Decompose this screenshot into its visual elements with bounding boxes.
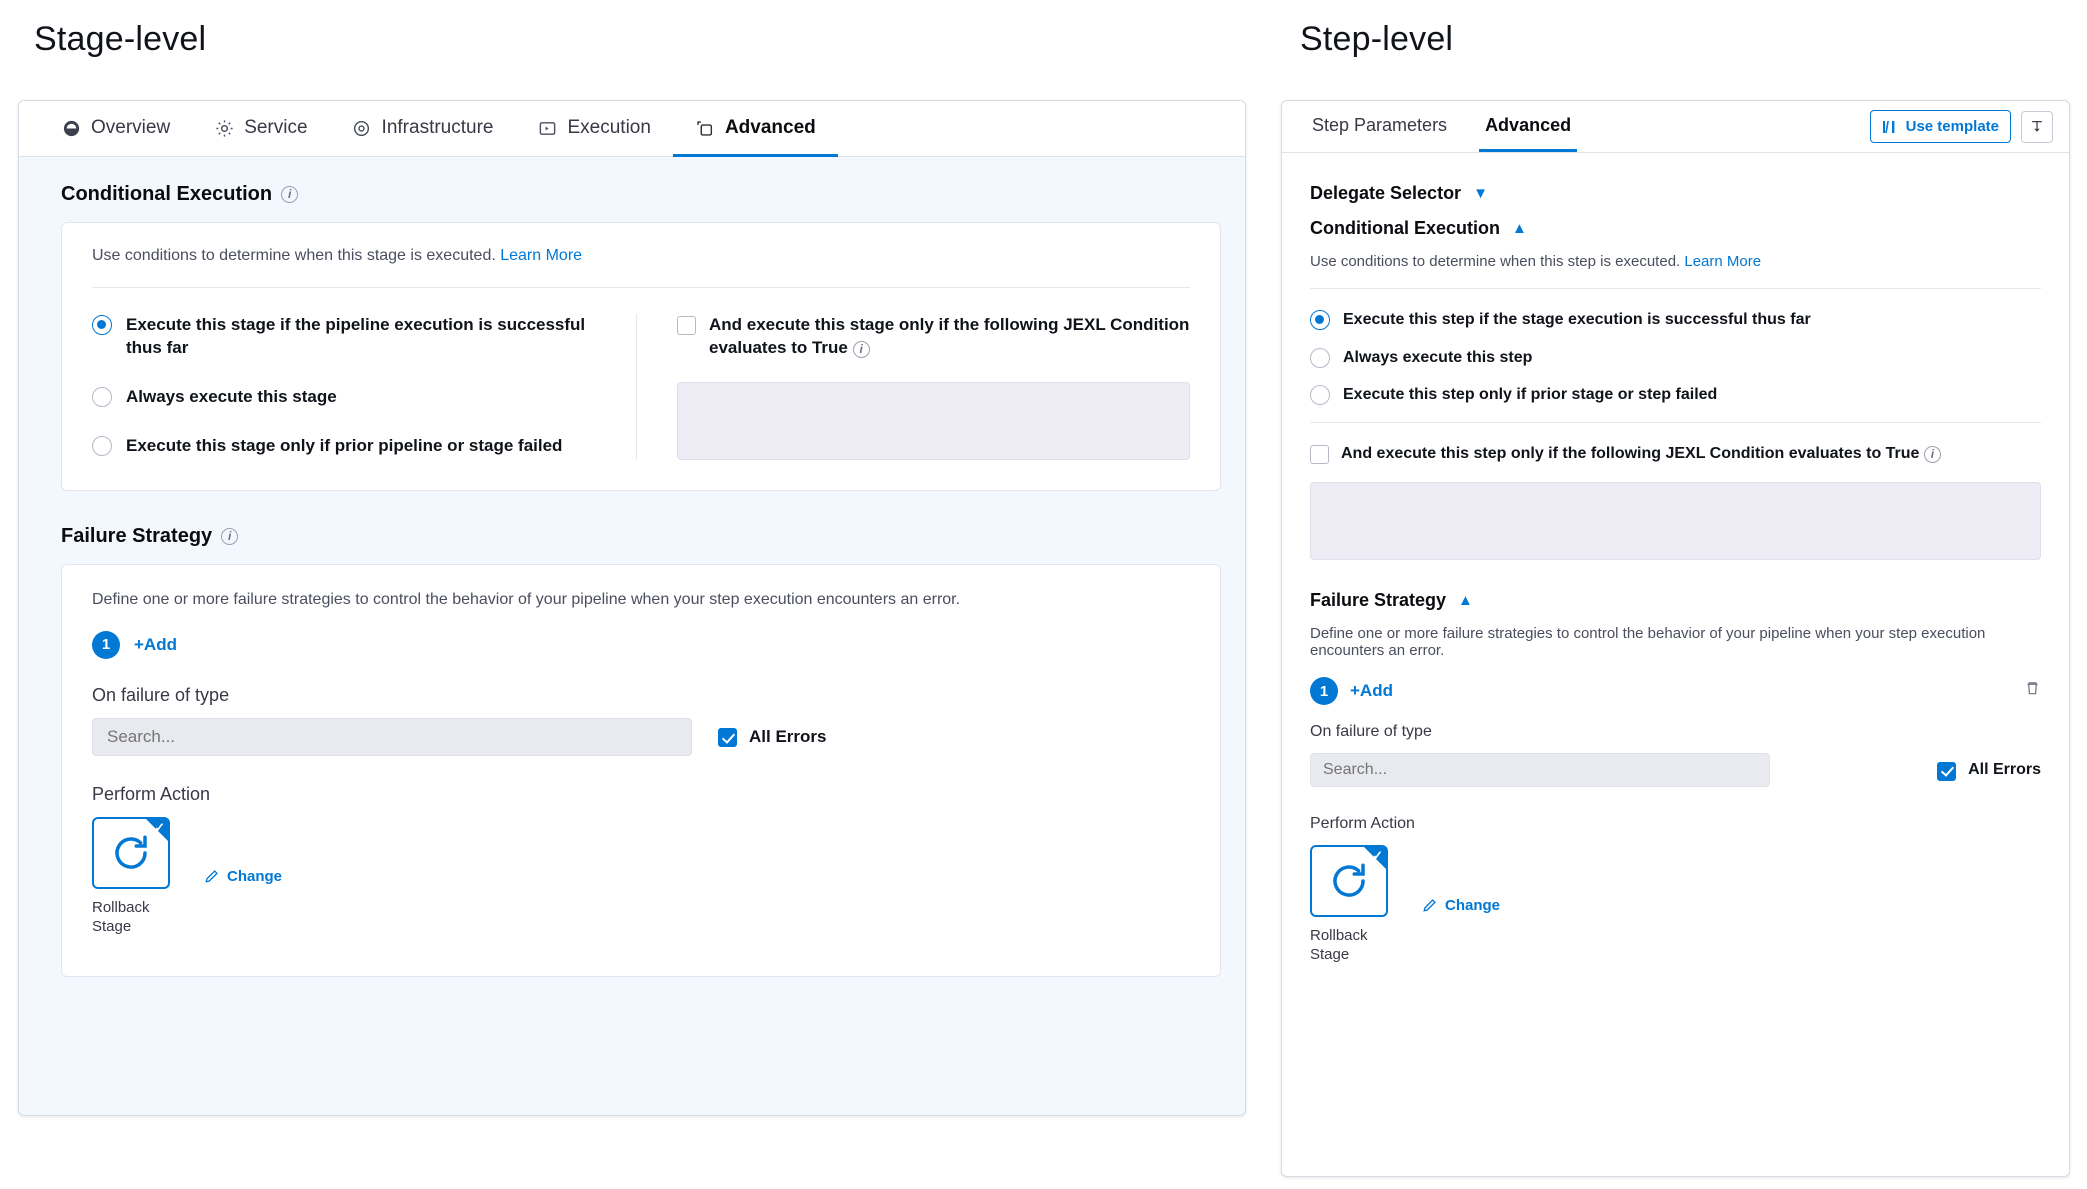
overview-icon (61, 118, 81, 138)
step-advanced-body (1282, 153, 2069, 985)
service-gear-icon (214, 118, 234, 138)
on-failure-of-type-label: On failure of type (92, 684, 230, 705)
step-tabbar (1282, 101, 2069, 153)
stage-tabbar (19, 101, 1245, 157)
info-icon[interactable]: i (1924, 446, 1941, 463)
info-icon[interactable]: i (853, 341, 870, 358)
failure-strategy-index-badge[interactable]: 1 (92, 631, 120, 659)
step-conditional-title: Conditional Execution (1310, 218, 1501, 238)
tab-advanced[interactable] (673, 102, 838, 157)
failure-strategy-title: Failure Strategy i (61, 525, 1221, 548)
tab-overview[interactable] (39, 102, 192, 157)
radio-execute-if-prior-failed[interactable] (92, 435, 616, 458)
tab-step-advanced[interactable]: Advanced (1479, 101, 1577, 152)
jexl-checkbox-label: And execute this stage only if the following JEXL Condition evaluates to True i (709, 315, 1190, 357)
tab-infrastructure-label: Infrastructure (381, 117, 494, 138)
step-conditional-description: Use conditions to determine when this step is executed. Learn More (1310, 253, 1762, 270)
step-perform-action-row (1310, 845, 2041, 965)
trash-icon[interactable] (2024, 680, 2041, 702)
step-failure-type-search-input[interactable] (1310, 753, 1770, 787)
tab-service-label: Service (244, 117, 308, 138)
radio-execute-if-successful[interactable] (92, 314, 616, 360)
radio-label: Execute this stage if the pipeline execution is successful thus far (126, 315, 586, 357)
conditional-learn-more-link[interactable]: Learn More (500, 247, 583, 264)
rollback-stage-action-tile[interactable] (92, 817, 170, 889)
divider (1310, 288, 2041, 289)
radio-indicator[interactable] (1310, 348, 1330, 368)
divider (92, 287, 1190, 288)
conditional-execution-card (61, 222, 1221, 491)
failure-strategy-add-row (92, 631, 1190, 659)
jexl-checkbox[interactable] (677, 316, 696, 335)
advanced-icon (695, 118, 715, 138)
step-all-errors-checkbox[interactable] (1937, 762, 1956, 781)
step-change-action-button[interactable] (1422, 897, 1500, 914)
execution-icon (537, 118, 557, 138)
infrastructure-target-icon (352, 118, 372, 138)
radio-label: Always execute this step (1343, 348, 1533, 366)
step-change-label: Change (1445, 896, 1501, 914)
change-label: Change (227, 868, 283, 886)
step-radio-execute-if-prior-failed[interactable] (1310, 384, 2041, 406)
rollback-stage-caption: Rollback Stage (92, 898, 150, 935)
step-failure-title: Failure Strategy (1310, 590, 1447, 611)
chevron-up-icon[interactable]: ▲ (1458, 592, 1473, 610)
failure-type-search-input[interactable] (92, 718, 692, 756)
tab-step-parameters[interactable]: Step Parameters (1312, 114, 1448, 135)
step-radio-execute-if-successful[interactable] (1310, 309, 2041, 331)
save-as-template-button[interactable] (2021, 111, 2053, 143)
failure-description: Define one or more failure strategies to control the behavior of your pipeline when your step execution encounters an error. (92, 590, 961, 608)
step-failure-strategy-header[interactable] (1310, 590, 2041, 611)
jexl-condition-input[interactable] (677, 382, 1190, 460)
failure-type-row (92, 718, 1190, 756)
step-on-failure-of-type-label: On failure of type (1310, 723, 1432, 741)
tab-service[interactable] (192, 102, 329, 157)
step-toolbar (1870, 110, 2053, 143)
conditional-description: Use conditions to determine when this stage is executed. Learn More (92, 247, 583, 264)
step-rollback-stage-action-tile[interactable] (1310, 845, 1388, 917)
radio-indicator[interactable] (92, 436, 112, 456)
conditional-radio-group (92, 314, 637, 460)
step-jexl-checkbox-label: And execute this step only if the following JEXL Condition evaluates to True i (1341, 443, 1941, 465)
tab-advanced-label: Advanced (724, 117, 816, 138)
perform-action-row (92, 817, 1190, 937)
stage-advanced-body (19, 157, 1245, 1115)
divider (1310, 422, 2041, 423)
step-failure-add-row (1310, 677, 2041, 705)
radio-label: Always execute this stage (126, 386, 337, 406)
step-jexl-checkbox[interactable] (1310, 445, 1329, 464)
save-template-icon (2029, 119, 2045, 135)
step-failure-description: Define one or more failure strategies to control the behavior of your pipeline when your step execution encounters an error. (1310, 625, 1986, 660)
step-all-errors-checkbox-row[interactable] (1937, 760, 2041, 781)
check-icon: ✓ (1372, 848, 1383, 864)
all-errors-label: All Errors (749, 726, 827, 746)
chevron-up-icon[interactable]: ▲ (1512, 220, 1527, 237)
tab-execution[interactable] (515, 102, 672, 157)
radio-indicator[interactable] (1310, 385, 1330, 405)
change-action-button[interactable] (204, 868, 282, 885)
jexl-checkbox-row[interactable] (677, 314, 1190, 360)
step-failure-index-badge[interactable]: 1 (1310, 677, 1338, 705)
jexl-condition-group (637, 314, 1190, 460)
radio-indicator[interactable] (92, 387, 112, 407)
radio-always-execute[interactable] (92, 386, 616, 409)
info-icon[interactable]: i (221, 528, 238, 545)
failure-strategy-card (61, 564, 1221, 978)
conditional-execution-title: Conditional Execution i (61, 183, 1221, 206)
delegate-selector-section-header[interactable] (1310, 183, 2041, 204)
tab-infrastructure[interactable] (330, 102, 516, 157)
delegate-selector-title: Delegate Selector (1310, 183, 1462, 203)
step-jexl-condition-input[interactable] (1310, 482, 2041, 560)
radio-indicator[interactable] (1310, 310, 1330, 330)
use-template-button[interactable] (1870, 110, 2011, 143)
step-jexl-checkbox-row[interactable] (1310, 443, 2041, 465)
template-icon (1882, 120, 1898, 134)
step-level-caption: Step-level (1300, 20, 1454, 58)
all-errors-checkbox[interactable] (718, 728, 737, 747)
pencil-icon (204, 869, 219, 884)
step-rollback-stage-caption: Rollback Stage (1310, 927, 1368, 964)
step-conditional-learn-more-link[interactable]: Learn More (1684, 253, 1762, 270)
info-icon[interactable]: i (281, 186, 298, 203)
chevron-down-icon[interactable]: ▼ (1473, 185, 1488, 202)
step-perform-action-label: Perform Action (1310, 815, 1415, 833)
step-add-failure-strategy-button[interactable]: +Add (1350, 681, 1393, 701)
radio-label: Execute this stage only if prior pipeline or stage failed (126, 435, 563, 455)
tab-overview-label: Overview (91, 117, 171, 138)
step-radio-always-execute[interactable] (1310, 347, 2041, 369)
use-template-label: Use template (1905, 118, 1999, 135)
step-failure-type-row (1310, 753, 2041, 787)
radio-label: Execute this step only if prior stage or step failed (1343, 386, 1718, 404)
check-icon: ✓ (154, 819, 165, 835)
pencil-icon (1422, 898, 1437, 913)
perform-action-label: Perform Action (92, 783, 211, 804)
radio-label: Execute this step if the stage execution is successful thus far (1343, 311, 1811, 328)
add-failure-strategy-button[interactable]: +Add (134, 634, 177, 654)
radio-indicator[interactable] (92, 315, 112, 335)
step-conditional-execution-header[interactable] (1310, 218, 2041, 239)
step-level-panel (1281, 100, 2070, 1177)
stage-level-caption: Stage-level (34, 20, 207, 58)
stage-level-panel (18, 100, 1246, 1116)
all-errors-checkbox-row[interactable] (718, 726, 826, 747)
step-all-errors-label: All Errors (1968, 761, 2041, 779)
tab-execution-label: Execution (567, 117, 651, 138)
